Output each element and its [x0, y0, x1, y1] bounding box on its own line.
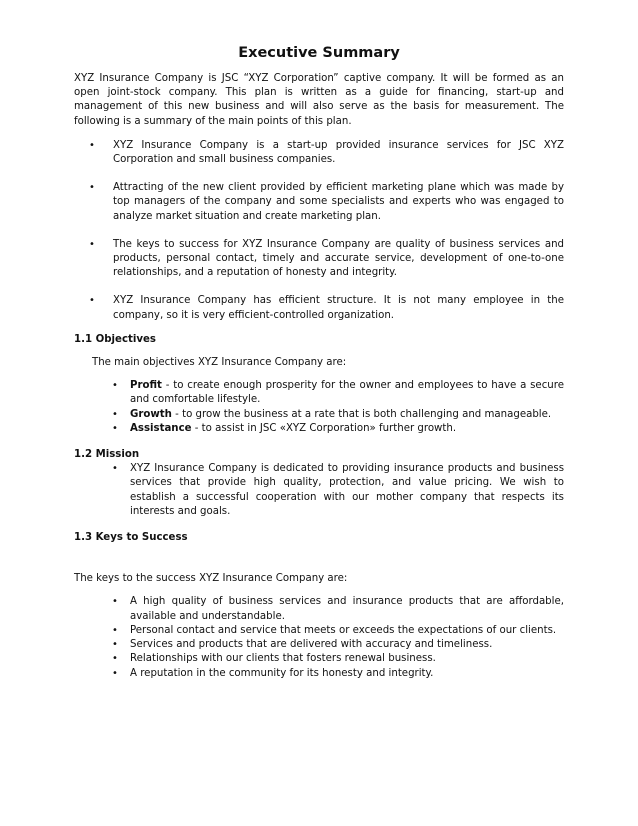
objective-term: Profit [130, 380, 162, 392]
keys-intro: The keys to the success XYZ Insurance Company are: [74, 573, 348, 585]
list-item-text: The keys to success for XYZ Insurance Company are quality of business services and products, personal contact, timely and accurate service, development of one-to-one relationships, and a reputation of honesty and integrity. [113, 238, 564, 279]
objectives-section [74, 333, 564, 436]
list-item-text: XYZ Insurance Company is dedicated to providing insurance products and business services that provide high quality, protection, and value pricing. We wish to establish a successful cooperation with our mother company that respects its interests and goals. [130, 463, 564, 517]
page-title: Executive Summary [238, 45, 400, 61]
list-item [74, 652, 564, 666]
list-item [74, 422, 564, 436]
bullet-icon: • [112, 653, 118, 665]
intro-paragraph: XYZ Insurance Company is JSC “XYZ Corporation” captive company. It will be formed as an open joint-stock company. This plan is written as a guide for financing, start-up and management of this new business and will also serve as the basis for measurement. The following is a summary of the main points of this plan. [74, 73, 564, 127]
bullet-icon: • [112, 380, 118, 392]
list-item-text: Attracting of the new client provided by efficient marketing plane which was made by top managers of the company and some specialists and experts who was engaged to analyze market situation and create marketing plan. [113, 182, 564, 222]
bullet-icon: • [112, 596, 118, 608]
bullet-icon: • [112, 624, 118, 636]
list-item-text: A high quality of business services and insurance products that are affordable, available and understandable. [130, 596, 564, 622]
bullet-icon: • [89, 139, 95, 151]
summary-list [74, 139, 564, 323]
list-item [74, 462, 564, 519]
objectives-list [74, 379, 564, 436]
objective-term: Growth [130, 408, 172, 420]
list-item [74, 624, 564, 638]
objective-text: - to grow the business at a rate that is both challenging and manageable. [171, 408, 552, 420]
bullet-icon: • [112, 408, 118, 420]
list-item [74, 379, 564, 407]
bullet-icon: • [89, 295, 95, 307]
bullet-icon: • [89, 238, 95, 250]
objective-text: - to create enough prosperity for the owner and employees to have a secure and comfortable lifestyle. [130, 380, 564, 406]
list-item-text: A reputation in the community for its honesty and integrity. [130, 667, 434, 679]
keys-heading: 1.3 Keys to Success [74, 532, 188, 544]
bullet-icon: • [112, 422, 118, 434]
bullet-icon: • [112, 667, 118, 679]
objectives-intro: The main objectives XYZ Insurance Company are: [92, 357, 347, 369]
mission-section [74, 448, 564, 519]
objectives-heading: 1.1 Objectives [74, 333, 156, 345]
objective-text: - to assist in JSC «XYZ Corporation» further growth. [191, 422, 457, 434]
list-item [74, 294, 564, 322]
list-item-text: XYZ Insurance Company has efficient structure. It is not many employee in the company, so it is very efficient-controlled organization. [113, 295, 564, 321]
list-item [74, 667, 564, 681]
list-item-text: Personal contact and service that meets or exceeds the expectations of our clients. [130, 624, 557, 636]
objective-term: Assistance [130, 422, 192, 434]
list-item [74, 638, 564, 652]
list-item [74, 408, 564, 422]
bullet-icon: • [89, 182, 95, 194]
list-item-text: XYZ Insurance Company is a start-up provided insurance services for JSC XYZ Corporation and small business companies. [113, 139, 564, 166]
list-item [74, 238, 564, 281]
keys-section [74, 531, 564, 681]
mission-heading: 1.2 Mission [74, 449, 140, 461]
list-item [74, 139, 564, 167]
keys-list [74, 595, 564, 680]
bullet-icon: • [112, 463, 118, 475]
list-item [74, 181, 564, 224]
mission-list [74, 462, 564, 519]
list-item [74, 595, 564, 623]
list-item-text: Services and products that are delivered with accuracy and timeliness. [130, 639, 493, 651]
bullet-icon: • [112, 639, 118, 651]
list-item-text: Relationships with our clients that fosters renewal business. [130, 653, 436, 665]
